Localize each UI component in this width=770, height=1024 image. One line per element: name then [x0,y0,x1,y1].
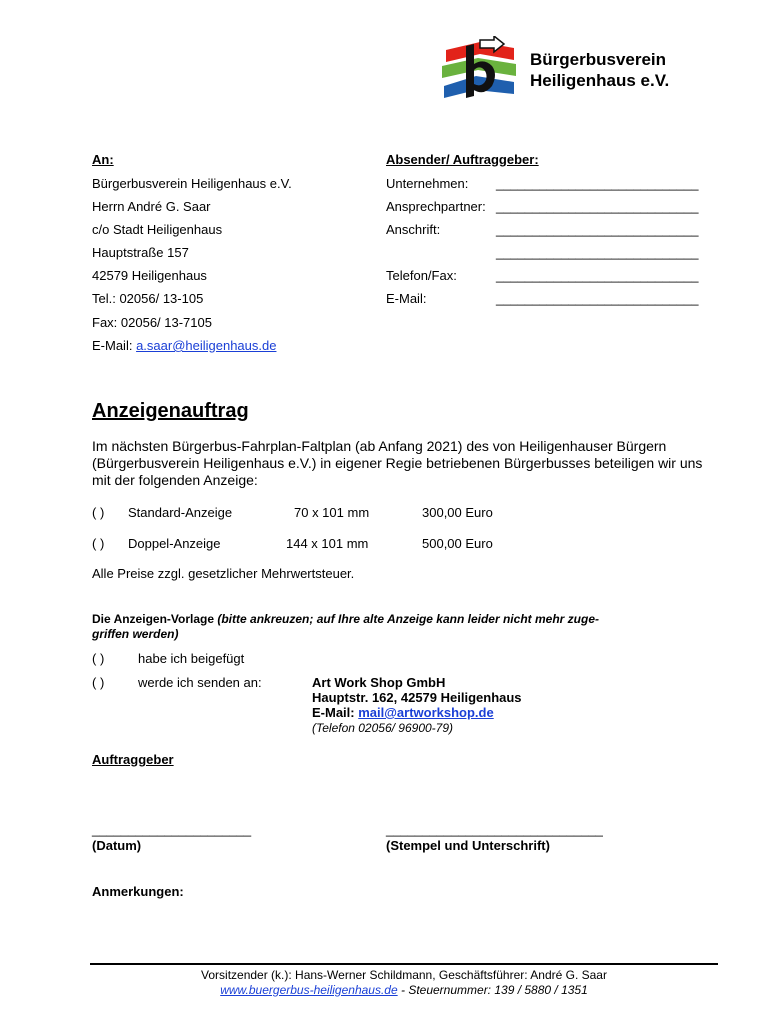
remarks-label: Anmerkungen: [92,884,184,899]
shop-name: Art Work Shop GmbH [312,675,446,690]
bus-logo [440,36,520,111]
sender-email-field[interactable]: ____________________________ [496,291,699,306]
shop-email-row [312,705,494,720]
recipient-line: c/o Stadt Heiligenhaus [92,222,223,237]
sender-company-field[interactable]: ____________________________ [496,176,699,191]
bus-logo-graphic [440,36,520,108]
sender-email-label: E-Mail: [386,291,427,306]
option-double-size: 144 x 101 mm [286,536,369,551]
recipient-line: 42579 Heiligenhaus [92,268,207,283]
option-double-checkbox[interactable]: ( ) [92,536,105,551]
order-title: Anzeigenauftrag [92,400,249,422]
sender-phone-field[interactable]: ____________________________ [496,268,699,283]
footer [90,968,718,998]
template-send-label: werde ich senden an: [138,675,262,690]
recipient-line: Fax: 02056/ 13-7105 [92,315,212,330]
template-heading-bold: Die Anzeigen-Vorlage [92,612,218,626]
footer-website-link[interactable]: www.buergerbus-heiligenhaus.de [220,983,398,997]
date-line[interactable]: ______________________ [92,822,252,837]
shop-phone: (Telefon 02056/ 96900-79) [312,721,453,735]
template-send-checkbox[interactable]: ( ) [92,675,105,690]
sender-address-field-2[interactable]: ____________________________ [496,245,699,260]
option-standard-size: 70 x 101 mm [294,505,370,520]
footer-web-tax [90,983,718,998]
sender-phone-label: Telefon/Fax: [386,268,457,283]
sender-address-field-1[interactable]: ____________________________ [496,222,699,237]
recipient-email-label: E-Mail: [92,338,137,353]
sender-contact-label: Ansprechpartner: [386,199,486,214]
shop-email-link[interactable]: mail@artworkshop.de [358,705,494,720]
recipient-email-row [92,338,276,353]
recipient-line: Hauptstraße 157 [92,245,189,260]
template-attached-checkbox[interactable]: ( ) [92,651,105,666]
template-heading-note-cont: griffen werden) [92,627,179,641]
recipient-line: Bürgerbusverein Heiligenhaus e.V. [92,176,292,191]
stamp-signature-line[interactable]: ______________________________ [386,822,603,837]
option-standard-checkbox[interactable]: ( ) [92,505,105,520]
template-heading-note: (bitte ankreuzen; auf Ihre alte Anzeige kann leider nicht mehr zuge- [217,612,599,626]
sender-contact-field[interactable]: ____________________________ [496,199,699,214]
sender-address-label: Anschrift: [386,222,441,237]
option-double-name: Doppel-Anzeige [128,536,221,551]
vat-note: Alle Preise zzgl. gesetzlicher Mehrwertsteuer. [92,566,355,581]
template-heading [92,612,599,626]
footer-officers: Vorsitzender (k.): Hans-Werner Schildmann, Geschäftsführer: André G. Saar [201,968,607,982]
sender-heading: Absender/ Auftraggeber: [386,152,539,167]
stamp-signature-label: (Stempel und Unterschrift) [386,838,550,853]
option-double-price: 500,00 Euro [422,536,493,551]
org-name-line2: Heiligenhaus e.V. [530,71,670,90]
template-attached-label: habe ich beigefügt [138,651,245,666]
shop-address: Hauptstr. 162, 42579 Heiligenhaus [312,690,522,705]
option-standard-name: Standard-Anzeige [128,505,233,520]
shop-email-label: E-Mail: [312,705,359,720]
recipient-line: Tel.: 02056/ 13-105 [92,291,204,306]
recipient-line: Herrn André G. Saar [92,199,211,214]
sender-company-label: Unternehmen: [386,176,469,191]
recipient-email-link[interactable]: a.saar@heiligenhaus.de [136,338,277,353]
footer-tax-number: - Steuernummer: 139 / 5880 / 1351 [397,983,588,997]
date-label: (Datum) [92,838,142,853]
recipient-heading: An: [92,152,114,167]
order-intro: Im nächsten Bürgerbus-Fahrplan-Faltplan (ab Anfang 2021) des von Heiligenhauser Bürgern (Bürgerbusverein Heiligenhaus e.V.) in eigener Regie betriebenen Bürgerbusses beteiligen wir uns mit der folgenden Anzeige: [92,438,703,488]
client-heading: Auftraggeber [92,752,174,767]
option-standard-price: 300,00 Euro [422,505,493,520]
footer-divider [90,963,718,965]
org-name-line1: Bürgerbusverein [530,50,667,69]
